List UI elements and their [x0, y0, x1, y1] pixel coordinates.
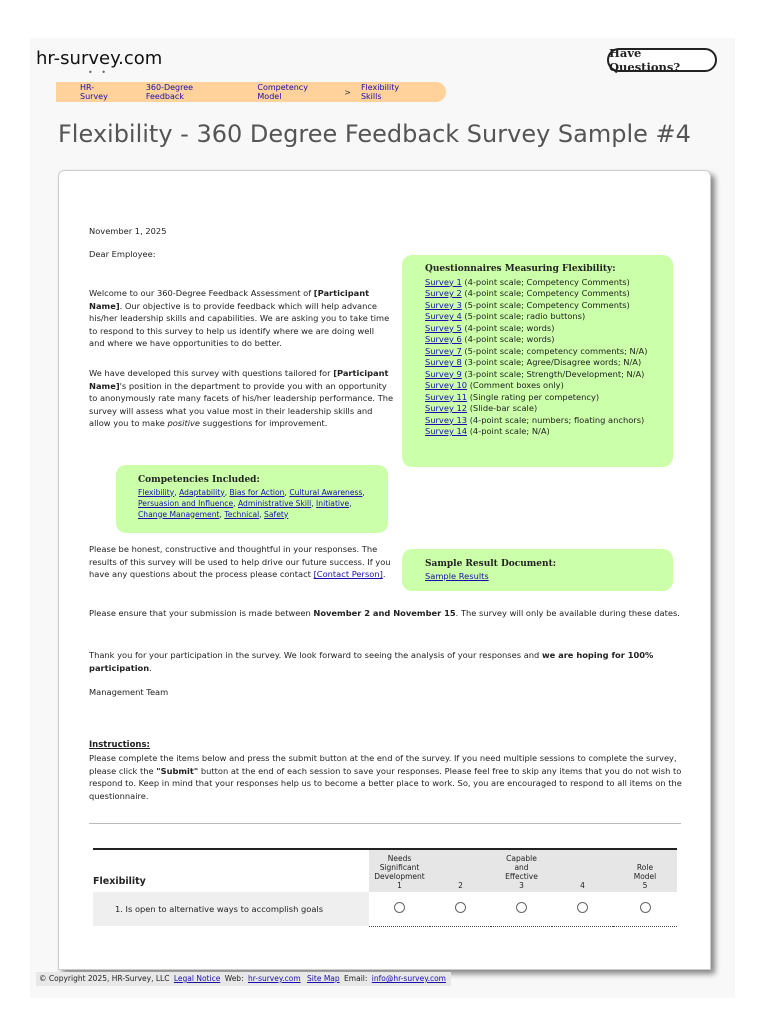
survey-description: (3-point scale; Strength/Development; N/A) [461, 368, 645, 379]
survey-description: (5-point scale; radio buttons) [461, 311, 586, 321]
table-header-row [93, 849, 677, 892]
radio-rating-2[interactable] [455, 902, 466, 913]
survey-description: (4-point scale; numbers; floating anchors) [467, 414, 645, 425]
competencies-title: Competencies Included [138, 475, 257, 485]
footer [36, 972, 451, 986]
letter-paragraph-3 [89, 543, 394, 581]
letter-date: November 1, 2025 [89, 226, 167, 236]
site-map-link[interactable]: Site Map [307, 974, 340, 983]
questionnaire-item [425, 415, 673, 427]
survey-description: (5-point scale; Competency Comments) [461, 299, 630, 310]
questionnaires-title: Questionnaires Measuring Flexibility [425, 264, 613, 274]
survey-description: (4-point scale; words) [461, 334, 555, 344]
survey-link[interactable]: Survey 7 [425, 345, 462, 356]
questionnaire-item [425, 277, 673, 289]
competency-link[interactable]: Administrative Skill [237, 498, 312, 508]
breadcrumb-competency-model[interactable]: Competency Model [257, 83, 308, 101]
competency-link[interactable]: Persuasion and Influence [138, 498, 234, 508]
survey-link[interactable]: Survey 9 [425, 368, 462, 379]
web-link[interactable]: hr-survey.com [248, 974, 301, 983]
breadcrumb-hr-survey[interactable]: HR-Survey [80, 83, 108, 101]
sample-results-link[interactable]: Sample Results [425, 570, 489, 581]
scale-header-3 [491, 849, 552, 892]
competency-separator: , [349, 498, 352, 508]
questionnaire-item [425, 380, 673, 392]
site-logo[interactable]: hr-survey.com [36, 48, 163, 69]
scale-header-1 [369, 849, 430, 892]
competency-link[interactable]: Cultural Awareness [289, 487, 363, 497]
competency-link[interactable]: Bias for Action [229, 487, 285, 497]
survey-link[interactable]: Survey 14 [425, 426, 468, 436]
questionnaires-box: Questionnaires Measuring Flexibility: Survey 1 (4-point scale; Competency Comments) Survey 2 (4-point scale; Competency Comments) Survey 3 (5-point scale; Competency Comments) Survey 4 (5-point scale; radio buttons) Survey 5 (4-point scale; words) Survey 6 (4-point scale; words) Survey 7 (5-point scale; competency comments; N/A) Survey 8 (3-point scale; Agree/Disagree words; N/A) Survey 9 (3-point scale; Strength/Development; N/A) Survey 10 (Comment boxes only) Survey 11 (Single rating per competency) Survey 12 (Slide-bar scale) Survey 13 (4-point scale; numbers; floating anchors) Survey 14 (4-point scale; N/A) [402, 255, 673, 467]
scale-num-5: 5 [642, 881, 648, 890]
questionnaire-item [425, 403, 673, 415]
instructions-text-b: button at the end of each session to save your responses. Please feel free to skip any items that you do not wish to respond to. Keep in mind that your responses help us to become a better place to work. So, you are encouraged to respond to all items on the questionnaire. [89, 765, 682, 801]
sample-result-box: Sample Result Document: Sample Results [402, 549, 673, 591]
competency-link[interactable]: Flexibility [138, 487, 175, 497]
p5-text-b: . [149, 662, 152, 673]
questionnaire-item [425, 346, 673, 358]
web-label: Web: [224, 974, 244, 983]
questionnaire-item [425, 288, 673, 300]
radio-rating-3[interactable] [516, 902, 527, 913]
email-link[interactable]: info@hr-survey.com [371, 974, 446, 983]
survey-description: (5-point scale; competency comments; N/A) [461, 345, 648, 356]
questionnaire-item [425, 426, 673, 438]
participant-name-2: [Participant Name] [89, 368, 389, 391]
submit-word: "Submit" [156, 765, 199, 776]
competencies-box: Competencies Included: Flexibility, Adaptability, Bias for Action, Cultural Awareness, Persuasion and Influence, Administrative Skill, Initiative, Change Management, Technical, Safety [116, 465, 388, 533]
survey-link[interactable]: Survey 3 [425, 299, 462, 310]
competency-link[interactable]: Safety [264, 509, 289, 519]
competency-separator: , [233, 498, 238, 508]
questionnaire-item [425, 369, 673, 381]
scale-num-3: 3 [519, 881, 524, 890]
p4-text-b: . The survey will only be available during these dates. [455, 608, 680, 618]
letter-signoff: Management Team [89, 687, 169, 697]
questionnaire-item [425, 334, 673, 346]
competency-link[interactable]: Change Management [138, 509, 220, 519]
survey-description: (Comment boxes only) [467, 380, 564, 390]
survey-link[interactable]: Survey 6 [425, 334, 462, 344]
competency-link[interactable]: Technical [224, 509, 260, 519]
instructions-text [89, 752, 685, 802]
scale-num-1: 1 [397, 881, 402, 890]
survey-description: (Single rating per competency) [467, 391, 600, 402]
competency-separator: , [284, 487, 290, 497]
p2-text-b: 's position in the department to provide you with an opportunity to anonymously rate many facets of his/her leadership performance. The survey will assess what you value most in their leadership skills and allow you to make [89, 380, 394, 428]
competency-separator: , [224, 487, 230, 497]
instructions-title: Instructions: [89, 740, 150, 750]
rating-cell-1 [369, 892, 430, 926]
letter-greeting: Dear Employee: [89, 249, 156, 259]
survey-link[interactable]: Survey 8 [425, 357, 462, 367]
radio-rating-4[interactable] [577, 902, 588, 913]
questionnaire-item [425, 392, 673, 404]
competency-separator: , [174, 487, 180, 497]
breadcrumb-360-feedback[interactable]: 360-Degree Feedback [145, 83, 194, 101]
scale-label-3: Capable and Effective [505, 854, 538, 881]
rating-cell-4 [552, 892, 613, 926]
scale-label-1: Needs Significant Development [374, 854, 425, 881]
letter-paragraph-1 [89, 287, 391, 350]
competency-separator: , [219, 509, 225, 519]
survey-description: (3-point scale; Agree/Disagree words; N/A) [461, 357, 642, 367]
category-header: Flexibility [93, 849, 369, 892]
survey-link[interactable]: Survey 2 [425, 288, 462, 298]
survey-description: (Slide-bar scale) [467, 403, 538, 413]
copyright: © Copyright 2025, HR-Survey, LLC [39, 974, 170, 983]
questionnaire-item [425, 300, 673, 312]
survey-link[interactable]: Survey 12 [425, 403, 468, 413]
p2-italic: positive [167, 418, 201, 428]
scale-num-2: 2 [458, 881, 463, 890]
rating-cell-5 [613, 892, 677, 926]
questionnaire-item [425, 357, 673, 369]
survey-link[interactable]: Survey 11 [425, 391, 468, 402]
participant-name-1: [Participant Name] [89, 288, 370, 311]
radio-rating-5[interactable] [640, 902, 651, 913]
questionnaire-item [425, 311, 673, 323]
p5-text-a: Thank you for your participation in the survey. We look forward to seeing the analysis of your responses and [89, 650, 542, 660]
rating-cell-2 [430, 892, 491, 926]
scale-header-4 [552, 849, 613, 892]
scale-label-5: Role Model [633, 863, 657, 881]
p4-text-a: Please ensure that your submission is made between [89, 608, 314, 618]
legal-notice-link[interactable]: Legal Notice [173, 974, 221, 983]
radio-rating-1[interactable] [394, 902, 405, 913]
competency-separator: , [311, 498, 317, 508]
survey-description: (4-point scale; Competency Comments) [461, 288, 630, 298]
sample-result-title: Sample Result Document [425, 559, 553, 569]
divider [89, 823, 681, 824]
questionnaire-item [425, 323, 673, 335]
survey-link[interactable]: Survey 1 [425, 276, 462, 287]
competency-separator: , [259, 509, 265, 519]
breadcrumb [56, 82, 446, 102]
competency-link[interactable]: Adaptability [179, 487, 225, 497]
logo-dots: • • [88, 68, 109, 77]
email-label: Email: [344, 974, 368, 983]
survey-card [58, 170, 711, 970]
breadcrumb-separator: > [344, 87, 351, 97]
p2-text-a: We have developed this survey with questions tailored for [89, 368, 334, 378]
p1-text-a: Welcome to our 360-Degree Feedback Assessment of [89, 288, 314, 298]
breadcrumb-current[interactable]: Flexibility Skills [360, 83, 400, 101]
item-text: 1. Is open to alternative ways to accomplish goals [93, 892, 369, 926]
survey-description: (4-point scale; Competency Comments) [461, 276, 630, 287]
have-questions-button[interactable]: Have Questions? [607, 48, 717, 72]
letter-paragraph-2 [89, 367, 394, 430]
scale-header-2 [430, 849, 491, 892]
survey-description: (4-point scale; N/A) [467, 426, 550, 436]
rating-table [93, 848, 677, 927]
letter-paragraph-5 [89, 649, 689, 674]
survey-link[interactable]: Survey 5 [425, 322, 462, 333]
competency-link[interactable]: Initiative [316, 498, 350, 508]
table-row [93, 892, 677, 926]
survey-description: (4-point scale; words) [461, 322, 555, 333]
p3-text-b: . [382, 569, 386, 579]
survey-link[interactable]: Survey 10 [425, 380, 468, 390]
scale-num-4: 4 [580, 881, 585, 890]
scale-header-5 [613, 849, 677, 892]
participation-goal: we are hoping for 100% participation [89, 650, 654, 673]
p3-text-a: Please be honest, constructive and thoughtful in your responses. The results of this survey will be used to help drive our future success. If you have any questions about the process please contact [89, 544, 391, 579]
p2-text-c: suggestions for improvement. [200, 418, 328, 428]
competency-separator: , [362, 487, 365, 497]
letter-paragraph-4 [89, 607, 689, 620]
contact-person-link[interactable]: [Contact Person] [313, 569, 383, 579]
date-range: November 2 and November 15 [313, 608, 456, 618]
survey-link[interactable]: Survey 13 [425, 414, 468, 425]
page-title: Flexibility - 360 Degree Feedback Survey Sample #4 [58, 120, 691, 148]
survey-link[interactable]: Survey 4 [425, 311, 462, 321]
instructions-text-a: Please complete the items below and press the submit button at the end of the survey. If you need multiple sessions to complete the survey, please click the [89, 753, 677, 776]
p1-text-b: . Our objective is to provide feedback which will help advance his/her leadership skills and capabilities. We are asking you to take time to respond to this survey to help us identify where we are doing well and where we have opportunities to do better. [89, 300, 390, 348]
rating-cell-3 [491, 892, 552, 926]
